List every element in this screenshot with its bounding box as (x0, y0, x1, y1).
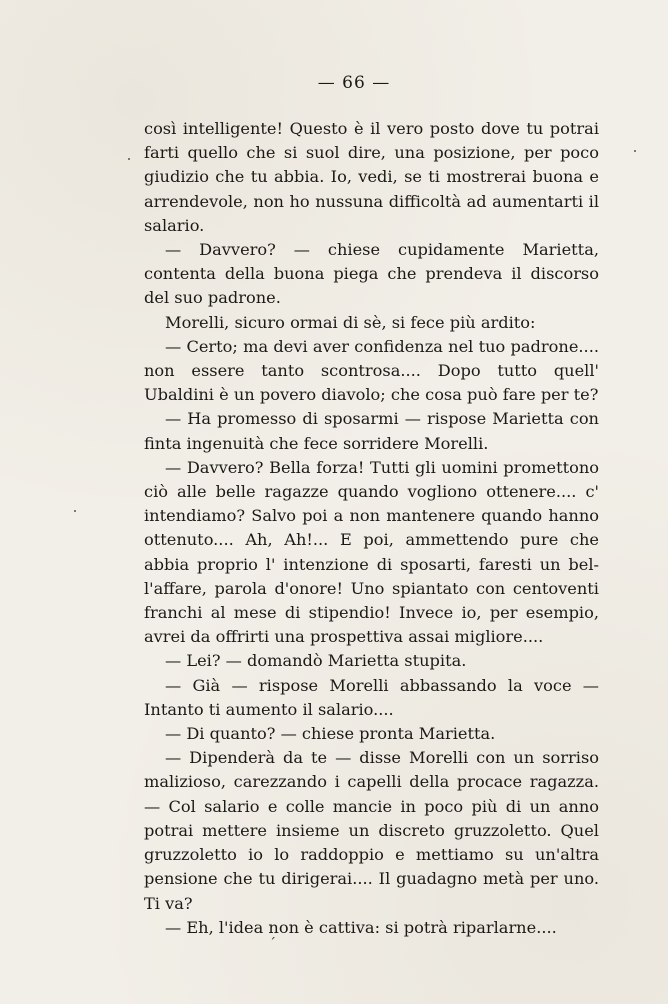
paragraph: — Ha promesso di sposarmi — rispose Marietta con finta ingenuità che fece sorridere Morelli. (144, 409, 599, 453)
paragraph: — Già — rispose Morelli abbassando la voce — Intanto ti aumento il salario.... (144, 675, 599, 719)
paragraph: — Davvero? — chiese cupidamente Marietta, contenta della buona piega che prendeva il discorso del suo padrone. (144, 240, 599, 308)
paper-speck (74, 510, 76, 512)
ink-mark: ˊ (269, 936, 276, 952)
page-number: — 66 — (317, 73, 391, 93)
paragraph: Morelli, sicuro ormai di sè, si fece più ardito: (165, 312, 536, 332)
body-text (144, 117, 599, 940)
paragraph: — Dipenderà da te — disse Morelli con un sorriso malizioso, carezzando i capelli della procace ragazza. — Col salario e colle mancie in poco più di un anno potrai mettere insieme un discreto gruzzoletto. Quel gruzzoletto io lo raddoppio e mettiamo su un'altra pensione che tu dirigerai.... Il guadagno metà per uno. Ti va? (144, 748, 599, 913)
paragraph: — Certo; ma devi aver confidenza nel tuo padrone.... non essere tanto scontrosa.... Dopo tutto quell' Ubaldini è un povero diavolo; che cosa può fare per te? (144, 336, 599, 405)
paper-speck (634, 150, 636, 152)
paragraph: così intelligente! Questo è il vero posto dove tu potrai farti quello che si suol dire, una posizione, per poco giudizio che tu abbia. Io, vedi, se ti mostrerai buona e arrendevole, non ho nussuna difficoltà ad aumentarti il salario. (144, 119, 599, 235)
paragraph: — Di quanto? — chiese pronta Marietta. (165, 724, 496, 744)
paragraph: — Davvero? Bella forza! Tutti gli uomini promettono ciò alle belle ragazze quando vogliono ottenere.... c' intendiamo? Salvo poi a non mantenere quando hanno ottenuto.... Ah, Ah!... E poi, ammettendo pure che abbia proprio l' intenzione di sposarti, faresti un bel-l'affare, parola d'onore! Uno spiantato con centoventi franchi al mese di stipendio! Invece io, per esempio, avrei da offrirti una prospettiva assai migliore.... (144, 457, 599, 647)
paragraph: — Lei? — domandò Marietta stupita. (165, 651, 467, 671)
paper-speck (128, 158, 130, 160)
paragraph: — Eh, l'idea non è cattiva: si potrà riparlarne.... (165, 917, 557, 937)
